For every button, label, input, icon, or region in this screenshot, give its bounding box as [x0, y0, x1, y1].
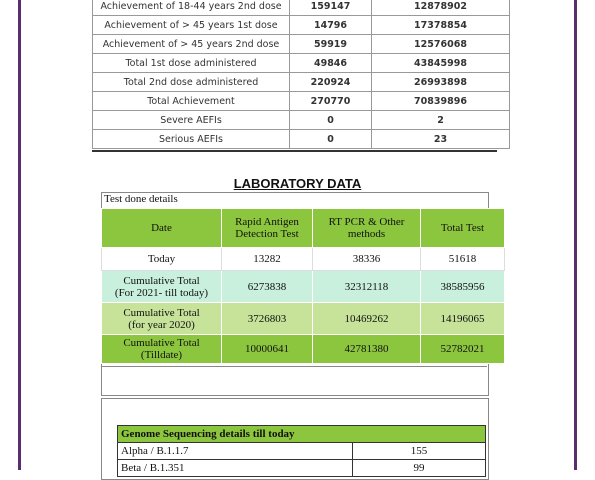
table-row: [102, 271, 505, 303]
cell-total: 14196065: [421, 303, 505, 335]
table-row: [118, 460, 486, 477]
row-value-b: 26993898: [372, 73, 510, 92]
row-label: Today: [102, 248, 222, 271]
row-value-b: 17378854: [372, 16, 510, 35]
header-rtpcr: [313, 209, 421, 248]
page-border-left: [18, 0, 21, 470]
row-label-line1: Cumulative Total: [123, 337, 200, 349]
header-date: Date: [102, 209, 222, 248]
table-row: [93, 54, 510, 73]
table-row: [93, 130, 510, 149]
genome-table: [117, 425, 486, 477]
header-rapid-line1: Rapid Antigen: [235, 216, 299, 228]
row-label: Serious AEFIs: [93, 130, 290, 149]
header-row: [118, 426, 486, 443]
table-row: [93, 92, 510, 111]
row-label: [102, 271, 222, 303]
table-row: [102, 303, 505, 335]
row-value-a: 59919: [290, 35, 372, 54]
row-label: Achievement of 18-44 years 2nd dose: [93, 0, 290, 16]
cell-rtpcr: 32312118: [313, 271, 421, 303]
cell-total: 38585956: [421, 271, 505, 303]
table-row: [93, 16, 510, 35]
variant-count: 99: [353, 460, 486, 477]
genome-title: Genome Sequencing details till today: [118, 426, 486, 443]
page-border-right: [574, 0, 577, 470]
row-label: Achievement of > 45 years 2nd dose: [93, 35, 290, 54]
row-value-a: 0: [290, 111, 372, 130]
row-label: [102, 303, 222, 335]
row-label-line1: Cumulative Total: [123, 274, 200, 287]
row-label: Severe AEFIs: [93, 111, 290, 130]
variant-name: Beta / B.1.351: [118, 460, 353, 477]
table-row: [93, 35, 510, 54]
row-label-line2: (Tilldate): [140, 349, 183, 361]
header-rtpcr-line1: RT PCR & Other: [328, 216, 405, 228]
table-row: [102, 248, 505, 271]
header-rapid-line2: Detection Test: [235, 228, 299, 240]
table-row: [118, 443, 486, 460]
row-label: Total Achievement: [93, 92, 290, 111]
row-value-b: 43845998: [372, 54, 510, 73]
cell-rapid: 3726803: [222, 303, 313, 335]
cell-rtpcr: 42781380: [313, 335, 421, 364]
row-label-line2: (for year 2020): [128, 318, 195, 331]
cell-rapid: 13282: [222, 248, 313, 271]
row-value-a: 49846: [290, 54, 372, 73]
vaccination-table: [92, 0, 510, 149]
table-row: [102, 335, 505, 364]
row-label: Total 2nd dose administered: [93, 73, 290, 92]
row-value-a: 220924: [290, 73, 372, 92]
cell-rapid: 10000641: [222, 335, 313, 364]
cell-rapid: 6273838: [222, 271, 313, 303]
row-label: Achievement of > 45 years 1st dose: [93, 16, 290, 35]
row-value-a: 0: [290, 130, 372, 149]
section-title-laboratory: LABORATORY DATA: [233, 176, 362, 191]
table-row: [93, 111, 510, 130]
row-label-line2: (For 2021- till today): [114, 286, 209, 299]
lab-table: [101, 208, 505, 364]
row-value-b: 12576068: [372, 35, 510, 54]
cell-total: 51618: [421, 248, 505, 271]
cell-total: 52782021: [421, 335, 505, 364]
row-label: [102, 335, 222, 364]
row-value-b: 70839896: [372, 92, 510, 111]
variant-count: 155: [353, 443, 486, 460]
table-row: [93, 0, 510, 16]
row-label: Total 1st dose administered: [93, 54, 290, 73]
variant-name: Alpha / B.1.1.7: [118, 443, 353, 460]
row-label-line1: Cumulative Total: [123, 306, 200, 319]
cell-rtpcr: 38336: [313, 248, 421, 271]
cell-rtpcr: 10469262: [313, 303, 421, 335]
table-row: [93, 73, 510, 92]
lab-box-rule: [101, 366, 487, 367]
header-total: Total Test: [421, 209, 505, 248]
row-value-b: 23: [372, 130, 510, 149]
lab-caption: Test done details: [104, 193, 178, 205]
row-value-b: 12878902: [372, 0, 510, 16]
header-row: [102, 209, 505, 248]
row-value-a: 270770: [290, 92, 372, 111]
row-value-b: 2: [372, 111, 510, 130]
row-value-a: 14796: [290, 16, 372, 35]
header-rapid: [222, 209, 313, 248]
row-value-a: 159147: [290, 0, 372, 16]
header-rtpcr-line2: methods: [347, 228, 386, 240]
table-bottom-rule: [92, 150, 497, 152]
